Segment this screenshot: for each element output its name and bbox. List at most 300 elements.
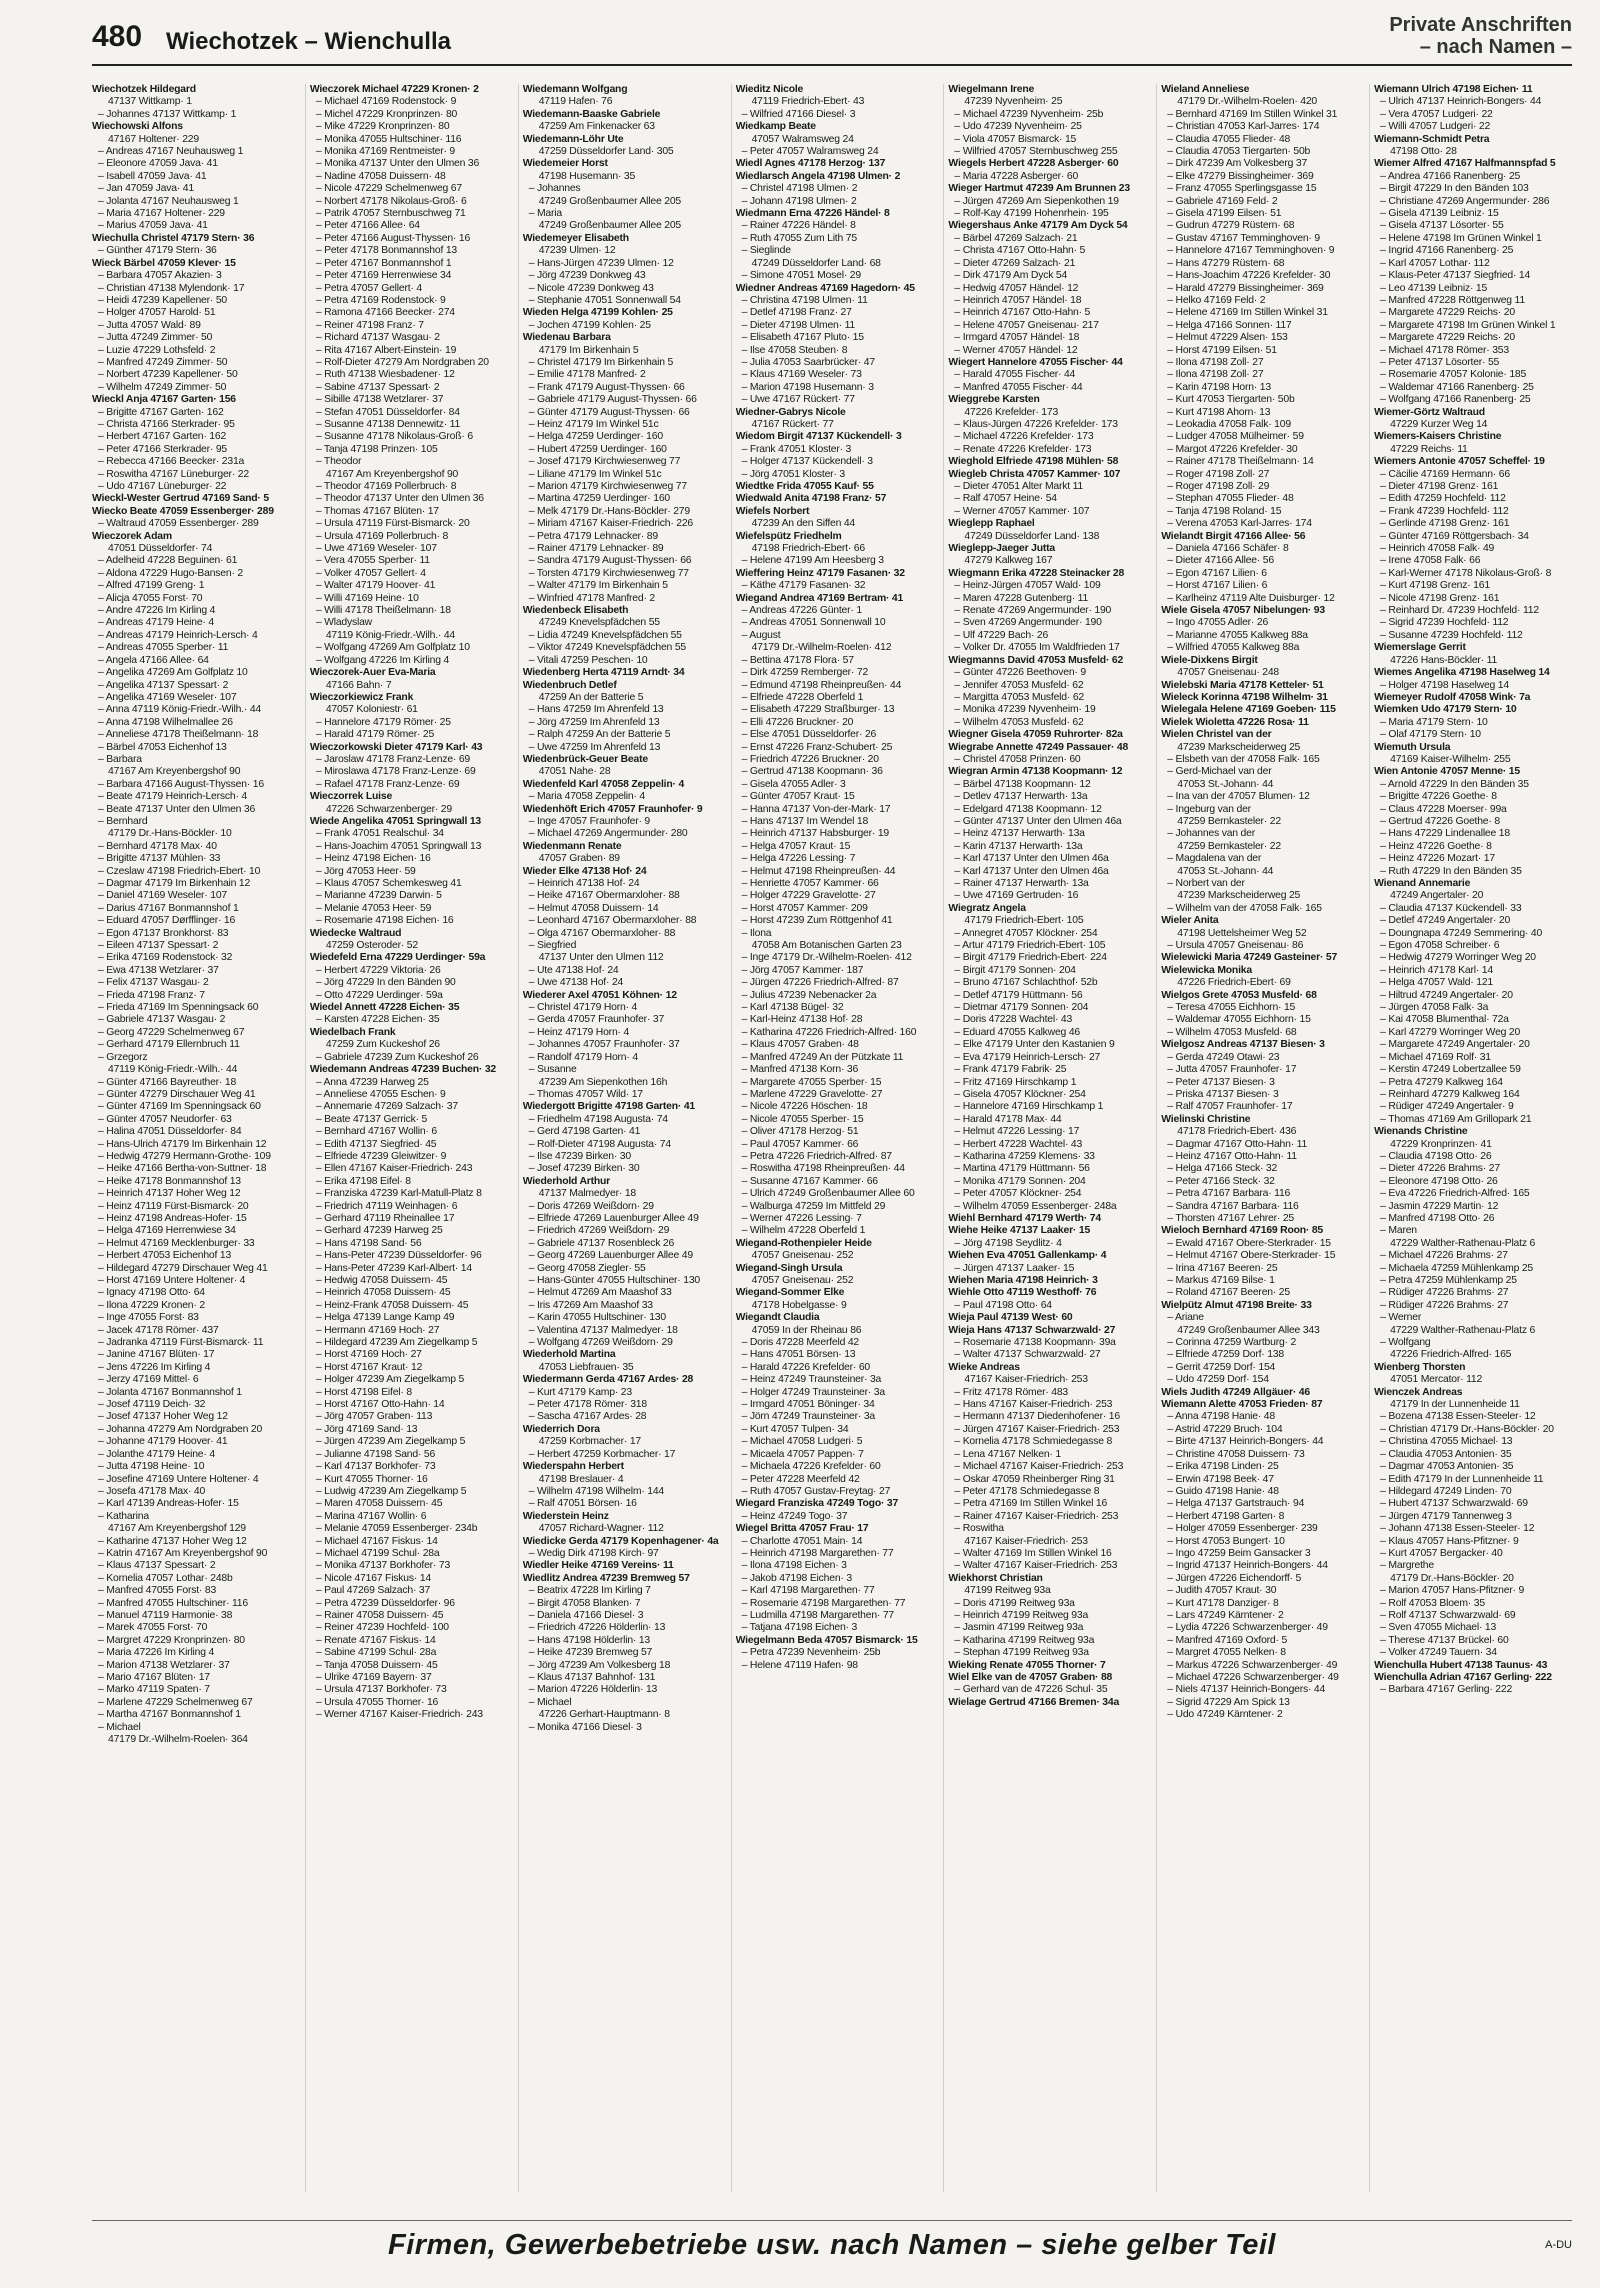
directory-entry: – Charlotte 47051 Main· 14 <box>741 1535 863 1547</box>
directory-entry: – Christa 47166 Sterkrader· 95 <box>98 418 235 430</box>
directory-entry: – Werner 47226 Lessing· 7 <box>741 1212 862 1224</box>
directory-entry: – Martina 47179 Hüttmann· 56 <box>954 1163 1090 1175</box>
directory-entry: 47226 Friedrich-Ebert· 69 <box>1177 977 1291 989</box>
directory-entry: 47178 Friedrich-Ebert· 436 <box>1177 1126 1297 1138</box>
directory-entry: – Jutta 47057 Wald· 89 <box>98 319 201 331</box>
directory-entry: Wiedom Birgit 47137 Kückendell· 3 <box>735 431 902 443</box>
directory-entry: – Elfriede 47259 Dorf· 138 <box>1167 1349 1284 1361</box>
directory-entry: – Ruth 47138 Wiesbadener· 12 <box>315 369 455 381</box>
directory-entry: – Rainer 47137 Herwarth· 13a <box>954 878 1089 889</box>
directory-entry: – Reiner 47239 Hochfeld· 100 <box>315 1622 449 1634</box>
directory-entry: – Jörg 47239 Donkweg 43 <box>528 270 646 282</box>
directory-entry: – Elke 47279 Bissingheimer· 369 <box>1167 170 1314 182</box>
directory-entry: 47166 Bahn· 7 <box>325 679 392 691</box>
directory-entry: – Hans-Günter 47055 Hultschiner· 130 <box>528 1275 700 1286</box>
directory-entry: – Georg 47229 Schelmenweg 67 <box>98 1026 245 1038</box>
directory-entry: – Horst 47167 Otto-Hahn· 14 <box>315 1399 445 1411</box>
directory-entry: – Ingrid 47166 Ranenberg· 25 <box>1380 245 1514 257</box>
directory-entry: – Josefine 47169 Untere Holtener· 4 <box>98 1473 259 1485</box>
directory-entry: – Elli 47226 Bruckner· 20 <box>741 716 854 728</box>
directory-entry: – Bernhard 47169 Im Stillen Winkel 31 <box>1167 108 1338 120</box>
directory-entry: – Simone 47051 Mosel· 29 <box>741 270 861 282</box>
directory-entry: Wiederrich Dora <box>522 1423 600 1435</box>
directory-entry: – Christina 47198 Ulmen· 11 <box>741 294 868 306</box>
directory-entry: – Randolf 47179 Horn· 4 <box>528 1051 638 1063</box>
directory-entry: – Reinhard Dr. 47239 Hochfeld· 112 <box>1380 605 1539 617</box>
directory-entry: – Kurt 47053 Tiergarten· 50b <box>1167 394 1295 406</box>
directory-entry: – Ludger 47058 Mülheimer· 59 <box>1167 431 1304 443</box>
directory-entry: – Heinz 47179 Im Winkel 51c <box>528 418 659 430</box>
directory-entry: – Katrin 47167 Am Kreyenbergshof 90 <box>98 1547 268 1559</box>
directory-entry: – Manfred 47198 Otto· 26 <box>1380 1212 1495 1224</box>
directory-entry: – Peter 47057 Walramsweg 24 <box>741 146 879 158</box>
directory-entry: – Heinrich 47137 Habsburger· 19 <box>741 828 890 840</box>
directory-entry: – Werner 47057 Händel· 12 <box>954 344 1078 356</box>
page-header <box>92 14 1572 66</box>
directory-entry: – Marianne 47055 Kalkweg 88a <box>1167 629 1308 641</box>
directory-entry: – Helmut 47167 Obere-Sterkrader· 15 <box>1167 1250 1336 1262</box>
directory-entry: – Inge 47057 Fraunhofer· 9 <box>528 815 651 827</box>
directory-entry: – Kurt 47057 Bergacker· 40 <box>1380 1547 1503 1559</box>
directory-entry: – Rebecca 47166 Beecker· 231a <box>98 456 245 468</box>
directory-entry: – Detlev 47137 Herwarth· 13a <box>954 791 1088 803</box>
directory-entry: – Helga 47226 Lessing· 7 <box>741 853 856 865</box>
name-range: Wiechotzek – Wienchulla <box>166 28 451 55</box>
directory-entry: – Ulrich 47249 Großenbaumer Allee 60 <box>741 1188 915 1200</box>
directory-entry: – Susanne 47239 Hochfeld· 112 <box>1380 629 1523 641</box>
directory-entry: – Ernst 47226 Franz-Schubert· 25 <box>741 741 893 753</box>
directory-entry: – Sascha 47167 Ardes· 28 <box>528 1411 647 1423</box>
directory-entry: Wieffering Heinz 47179 Fasanen· 32 <box>735 567 905 579</box>
directory-entry: – Horst 47199 Eilsen· 51 <box>1167 344 1277 356</box>
directory-entry: – Andreas 47051 Sonnenwall 10 <box>741 617 886 629</box>
directory-entry: – Marion 47226 Hölderlin· 13 <box>528 1684 658 1696</box>
directory-entry: – Ludwig 47239 Am Ziegelkamp 5 <box>315 1485 467 1497</box>
directory-entry: – Gerhard 47119 Rheinallee 17 <box>315 1212 455 1224</box>
directory-entry: – Heinz 47249 Togo· 37 <box>741 1510 848 1522</box>
directory-entry: – Jürgen 47239 Am Ziegelkamp 5 <box>315 1436 466 1448</box>
directory-entry: Wiegleb Christa 47057 Kammer· 107 <box>948 468 1121 480</box>
directory-entry: – Nicole 47198 Grenz· 161 <box>1380 592 1500 604</box>
directory-entry: – Katharina <box>98 1510 149 1522</box>
directory-entry: Wiegelmann Beda 47057 Bismarck· 15 <box>735 1634 918 1646</box>
directory-entry: Wieczorrek Luise <box>309 791 393 803</box>
directory-entry: – Gabriele 47137 Rosenbleck 26 <box>528 1237 675 1249</box>
directory-entry: – Heike 47166 Bertha-von-Suttner· 18 <box>98 1163 267 1175</box>
directory-entry: – Wladyslaw <box>315 617 372 629</box>
directory-entry: – Michel 47229 Kronprinzen· 80 <box>315 108 458 120</box>
directory-entry: – Herbert 47198 Garten· 8 <box>1167 1510 1285 1522</box>
directory-entry: – Ruth 47057 Gustav-Freytag· 27 <box>741 1485 891 1497</box>
directory-entry: – Ruth 47055 Zum Lith 75 <box>741 232 857 244</box>
directory-entry: – Tanja 47058 Duissern· 45 <box>315 1659 438 1671</box>
directory-entry: – Edmund 47198 Rheinpreußen· 44 <box>741 679 902 691</box>
directory-entry: – Lars 47249 Kärntener· 2 <box>1167 1609 1284 1621</box>
directory-entry: – Claudia 47137 Kückendell· 33 <box>1380 902 1522 914</box>
directory-entry: – Heike 47167 Obermarxloher· 88 <box>528 890 680 902</box>
directory-entry: – Petra 47259 Mühlenkamp 25 <box>1380 1275 1517 1286</box>
directory-entry: – Ulrich 47137 Heinrich-Bongers· 44 <box>1380 96 1542 108</box>
directory-entry: Wiederhold Arthur <box>522 1175 611 1187</box>
directory-entry: – Jürgen 47179 Tannenweg 3 <box>1380 1510 1512 1522</box>
directory-entry: – Ralf 47057 Heine· 54 <box>954 493 1057 505</box>
directory-entry: – Gabriele 47239 Zum Kuckeshof 26 <box>315 1051 479 1063</box>
directory-entry: – Marion 47057 Hans-Pfitzner· 9 <box>1380 1585 1525 1597</box>
directory-entry: – Hubert 47259 Uerdinger· 160 <box>528 443 667 455</box>
directory-entry: – Wilhelm 47053 Musfeld· 68 <box>1167 1026 1297 1038</box>
directory-entry: – Bernhard 47178 Max· 40 <box>98 840 217 852</box>
directory-entry: Wiegand-Rothenpieler Heide <box>735 1237 872 1249</box>
directory-entry: – Peter 47137 Lösorter· 55 <box>1380 356 1500 368</box>
directory-entry: – Frieda 47198 Franz· 7 <box>98 989 205 1001</box>
directory-entry: – Doris 47228 Wachtel· 43 <box>954 1014 1073 1026</box>
directory-entry: 47239 Markscheiderweg 25 <box>1177 890 1301 902</box>
directory-entry: – Gudrun 47279 Rüstern· 68 <box>1167 220 1295 232</box>
directory-entry: – Jasmin 47199 Reitweg 93a <box>954 1622 1084 1634</box>
directory-entry: – Fritz 47178 Römer· 483 <box>954 1386 1069 1398</box>
directory-entry: – Heinz 47198 Andreas-Hofer· 15 <box>98 1212 247 1224</box>
directory-entry: – Roswitha <box>954 1523 1004 1535</box>
directory-entry: – Jan 47059 Java· 41 <box>98 183 194 195</box>
directory-entry: – Roland 47167 Beeren· 25 <box>1167 1287 1290 1299</box>
directory-entry: – Barbara 47057 Akazien· 3 <box>98 270 222 282</box>
directory-entry: – Ursula 47119 Fürst-Bismarck· 20 <box>315 518 470 530</box>
directory-entry: – Eleonore 47198 Otto· 26 <box>1380 1175 1498 1187</box>
directory-entry: Wiedemann-Löhr Ute <box>522 133 624 145</box>
directory-entry: – Alfred 47199 Greng· 1 <box>98 580 205 592</box>
directory-entry: – Manfred 47055 Fischer· 44 <box>954 381 1083 393</box>
directory-entry: – Ralf 47051 Börsen· 16 <box>528 1498 637 1510</box>
directory-entry: 47179 In der Lunnenheide 11 <box>1390 1399 1520 1411</box>
directory-entry: – Heinrich 47058 Duissern· 45 <box>315 1287 451 1299</box>
directory-entry: – Gabriele 47169 Feld· 2 <box>1167 195 1278 207</box>
directory-entry: – Andreas 47167 Neuhausweg 1 <box>98 146 244 158</box>
directory-entry: – Rüdiger 47226 Brahms· 27 <box>1380 1299 1509 1311</box>
directory-entry: Wieden Helga 47199 Kohlen· 25 <box>522 307 673 319</box>
directory-entry: – Nicole 47229 Schelmenweg 67 <box>315 183 462 195</box>
directory-entry: – Hans-Joachim 47051 Springwall 13 <box>315 840 482 852</box>
directory-entry: – Bozena 47138 Essen-Steeler· 12 <box>1380 1411 1536 1423</box>
directory-entry: – Sandra 47179 August-Thyssen· 66 <box>528 555 692 567</box>
directory-entry: – Helko 47169 Feld· 2 <box>1167 294 1266 306</box>
directory-entry: – Julianne 47198 Sand· 56 <box>315 1448 436 1460</box>
directory-entry: – Rainer 47167 Kaiser-Friedrich· 253 <box>954 1510 1119 1522</box>
directory-entry: – Heinrich 47137 Hoher Weg 12 <box>98 1188 241 1200</box>
directory-entry: – Angela 47166 Allee· 64 <box>98 654 209 666</box>
directory-entry: – Ludmilla 47198 Margarethen· 77 <box>741 1609 895 1621</box>
directory-entry: – Margarete 47229 Reichs· 20 <box>1380 332 1515 344</box>
directory-entry: Wiedenbeck Elisabeth <box>522 605 629 617</box>
directory-entry: – Heike 47178 Bonmannshof 13 <box>98 1175 241 1187</box>
directory-entry: – Günter 47137 Unter den Ulmen 46a <box>954 815 1122 827</box>
directory-entry: 47167 Am Kreyenbergshof 129 <box>108 1523 246 1535</box>
directory-entry: – Torsten 47179 Kirchwiesenweg 77 <box>528 567 689 579</box>
directory-entry: – Sabine 47199 Schul· 28a <box>315 1647 437 1659</box>
directory-entry: – Heinz 47226 Goethe· 8 <box>1380 840 1492 852</box>
directory-entry: – Eva 47179 Heinrich-Lersch· 27 <box>954 1051 1101 1063</box>
directory-entry: – Gerhard 47239 Harweg 25 <box>315 1225 443 1237</box>
directory-entry: – Karsten 47228 Eichen· 35 <box>315 1014 440 1026</box>
directory-entry: – Werner 47167 Kaiser-Friedrich· 243 <box>315 1709 483 1721</box>
directory-entry: – Otto 47229 Uerdinger· 59a <box>315 989 443 1001</box>
directory-entry: – Klaus 47057 Graben· 48 <box>741 1039 859 1051</box>
directory-entry: Wieczorkowski Dieter 47179 Karl· 43 <box>309 741 483 753</box>
directory-entry: – Marko 47119 Spaten· 7 <box>98 1684 210 1696</box>
directory-entry: – Michael 47178 Römer· 353 <box>1380 344 1509 356</box>
directory-entry: Wiemann Ulrich 47198 Eichen· 11 <box>1374 84 1533 95</box>
directory-entry: – Kurt 47179 Kamp· 23 <box>528 1386 632 1398</box>
directory-entry: – Peter 47166 August-Thyssen· 16 <box>315 232 471 244</box>
directory-entry: – Ariane <box>1167 1312 1204 1324</box>
directory-entry: – Sven 47055 Michael· 13 <box>1380 1622 1497 1634</box>
directory-entry: – Ruth 47229 In den Bänden 35 <box>1380 865 1522 877</box>
directory-entry: – Hubert 47137 Schwarzwald· 69 <box>1380 1498 1528 1510</box>
directory-entry: – Maria 47179 Stern· 10 <box>1380 716 1488 728</box>
directory-entry: – Renate 47226 Krefelder· 173 <box>954 443 1092 455</box>
directory-entry: – Rosemarie 47198 Margarethen· 77 <box>741 1597 906 1609</box>
directory-entry: – Doris 47269 Weißdorn· 29 <box>528 1200 654 1212</box>
directory-entry: – Marion 47179 Kirchwiesenweg 77 <box>528 481 687 492</box>
directory-entry: – Stephan 47055 Flieder· 48 <box>1167 493 1294 505</box>
directory-entry: – Ute 47138 Hof· 24 <box>528 964 619 976</box>
directory-entry: – Ramona 47166 Beecker· 274 <box>315 307 455 319</box>
directory-entry: – Wilhelm 47228 Oberfeld 1 <box>741 1225 866 1237</box>
directory-entry: – Reiner 47198 Franz· 7 <box>315 319 424 331</box>
directory-entry: Wielewicka Monika <box>1161 964 1252 976</box>
directory-entry: – Christel 47179 Im Birkenhain 5 <box>528 356 674 368</box>
directory-entry: Wiemuth Ursula <box>1374 741 1451 753</box>
directory-entry: – Horst 47198 Eifel· 8 <box>315 1386 412 1398</box>
directory-entry: – Rainer 47179 Lehnacker· 89 <box>528 543 664 555</box>
directory-entry: – Kurt 47198 Grenz· 161 <box>1380 580 1490 592</box>
directory-entry: – Grzegorz <box>98 1051 148 1063</box>
directory-entry: – Christine 47058 Duissern· 73 <box>1167 1448 1305 1460</box>
directory-entry: – Janine 47167 Blüten· 17 <box>98 1349 215 1361</box>
directory-entry: – Bärbel 47053 Eichenhof 13 <box>98 741 227 753</box>
directory-entry: – Friedhelm 47198 Augusta· 74 <box>528 1113 668 1125</box>
directory-entry: 47051 Düsseldorfer· 74 <box>108 543 213 555</box>
directory-entry: – Monika 47137 Unter den Ulmen 36 <box>315 158 480 170</box>
directory-entry: – Margitta 47053 Musfeld· 62 <box>954 691 1084 703</box>
directory-entry: – Petra 47169 Rodenstock· 9 <box>315 294 446 306</box>
directory-entry: 47167 Holtener· 229 <box>108 133 199 145</box>
directory-entry: 47226 Schwarzenberger· 29 <box>325 803 452 815</box>
directory-entry: – Helmut 47229 Alsen· 153 <box>1167 332 1288 344</box>
directory-entry: – Vera 47057 Ludgeri· 22 <box>1380 108 1493 120</box>
directory-entry: – Georg 47058 Ziegler· 55 <box>528 1262 646 1274</box>
directory-entry: – Thomas 47169 Am Grillopark 21 <box>1380 1113 1532 1125</box>
directory-entry: – Jolanthe 47179 Heine· 4 <box>98 1448 215 1460</box>
directory-entry: Wieckl Anja 47167 Garten· 156 <box>92 394 236 406</box>
directory-entry: – Emilie 47178 Manfred· 2 <box>528 369 646 381</box>
directory-entry: – Beate 47179 Heinrich-Lersch· 4 <box>98 791 247 803</box>
directory-entry: – Karl 47198 Margarethen· 77 <box>741 1585 875 1597</box>
directory-entry: – Tatjana 47198 Eichen· 3 <box>741 1622 858 1634</box>
directory-entry: – Heinz 47226 Mozart· 17 <box>1380 853 1495 865</box>
directory-entry: – Maren 47058 Duissern· 45 <box>315 1498 443 1510</box>
directory-entry: – Holger 47249 Traunsteiner· 3a <box>741 1386 885 1398</box>
directory-entry: – Angelika 47269 Am Golfplatz 10 <box>98 667 248 679</box>
directory-entry: – Sigrid 47229 Am Spick 13 <box>1167 1696 1290 1708</box>
directory-entry: – Marion 47198 Husemann· 3 <box>741 381 874 393</box>
section-title <box>1389 14 1572 58</box>
directory-entry: 47053 St.-Johann· 44 <box>1177 865 1274 877</box>
directory-entry: – Lena 47167 Nelken· 1 <box>954 1448 1061 1460</box>
directory-entry: – Hans 47198 Sand· 56 <box>315 1237 422 1249</box>
directory-entry: – Horst 47169 Untere Holtener· 4 <box>98 1275 246 1286</box>
directory-entry: – Dieter 47198 Ulmen· 11 <box>741 319 855 331</box>
directory-entry: – Michael 47169 Rolf· 31 <box>1380 1051 1491 1063</box>
directory-entry: – Elsbeth van der 47058 Falk· 165 <box>1167 753 1320 765</box>
directory-entry: – Horst 47167 Kraut· 12 <box>315 1361 423 1373</box>
directory-entry: – Oliver 47178 Herzog· 51 <box>741 1126 859 1138</box>
directory-entry: – Heinrich 47198 Margarethen· 77 <box>741 1547 894 1559</box>
directory-entry: – Michael 47169 Rodenstock· 9 <box>315 96 457 108</box>
directory-entry: – Josef 47179 Kirchwiesenweg 77 <box>528 456 681 468</box>
directory-entry: – Rüdiger 47226 Brahms· 27 <box>1380 1287 1509 1299</box>
directory-entry: 47057 Walramsweg 24 <box>751 133 854 145</box>
directory-entry: 47179 Dr.-Wilhelm-Roelen· 364 <box>108 1734 248 1746</box>
directory-entry: – Birgit 47058 Blanken· 7 <box>528 1597 641 1609</box>
directory-entry: Wiemann-Schmidt Petra <box>1374 133 1490 145</box>
directory-entry: – Thomas 47167 Blüten· 17 <box>315 505 439 517</box>
directory-entry: – Roger 47198 Zoll· 27 <box>1167 468 1270 480</box>
directory-entry: – Claudia 47055 Flieder· 48 <box>1167 133 1291 145</box>
directory-entry: – Ingeburg van der <box>1167 803 1251 815</box>
directory-entry: Wielewicki Maria 47249 Gasteiner· 57 <box>1161 952 1338 964</box>
directory-entry: – Irene 47058 Falk· 66 <box>1380 555 1481 567</box>
directory-entry: Wiedergott Brigitte 47198 Garten· 41 <box>522 1101 695 1113</box>
directory-entry: – Volker 47057 Gellert· 4 <box>315 567 426 579</box>
directory-entry: – Thomas 47057 Wild· 17 <box>528 1088 643 1100</box>
directory-entry: – Anna 47119 König-Friedr.-Wilh.· 44 <box>98 704 261 716</box>
directory-entry: – Claudia 47053 Antonien· 35 <box>1380 1448 1512 1460</box>
directory-entry: – Horst 47053 Bungert· 10 <box>1167 1535 1285 1547</box>
directory-entry: 47051 Nahe· 28 <box>538 766 611 778</box>
directory-entry: – Bärbel 47138 Koopmann· 12 <box>954 778 1091 790</box>
directory-entry: – Ingo 47055 Adler· 26 <box>1167 617 1269 629</box>
directory-entry: – Herbert 47228 Wachtel· 43 <box>954 1138 1083 1150</box>
directory-entry: – Günter 47166 Bayreuther· 18 <box>98 1076 237 1088</box>
directory-entry: – Ilse 47058 Steuben· 8 <box>741 344 848 356</box>
directory-entry: – Edith 47137 Siegfried· 45 <box>315 1138 437 1150</box>
directory-entry: Wiechotzek Hildegard <box>92 84 196 95</box>
directory-entry: – Kornelia 47057 Lothar· 248b <box>98 1572 233 1584</box>
directory-entry: Wiekhorst Christian <box>948 1572 1043 1584</box>
directory-entry: – Luzie 47229 Lothsfeld· 2 <box>98 344 216 356</box>
directory-entry: – Brigitte 47226 Goethe· 8 <box>1380 791 1497 803</box>
directory-entry: – Ingo 47259 Beim Gansacker 3 <box>1167 1547 1311 1559</box>
directory-entry: – Nadine 47058 Duissern· 48 <box>315 170 446 182</box>
directory-entry: – Herbert 47229 Viktoria· 26 <box>315 964 441 976</box>
directory-entry: Wiemer-Görtz Waltraud <box>1374 406 1485 418</box>
directory-entry: – Eduard 47057 Dørfflinger· 16 <box>98 915 236 927</box>
directory-entry: – Udo 47239 Nyvenheim· 25 <box>954 121 1082 133</box>
directory-entry: – Eileen 47137 Spessart· 2 <box>98 940 219 952</box>
directory-entry: – Rosemarie 47057 Kolonie· 185 <box>1380 369 1527 381</box>
directory-entry: – Birgit 47179 Friedrich-Ebert· 224 <box>954 952 1107 964</box>
directory-entry: – Beate 47137 Gerrick· 5 <box>315 1113 428 1125</box>
directory-entry: – Uwe 47169 Gertruden· 16 <box>954 890 1079 902</box>
directory-entry: Wielinski Christine <box>1161 1113 1251 1125</box>
directory-entry: – Walter 47179 Im Birkenhain 5 <box>528 580 668 592</box>
directory-entry: – Frieda 47169 Im Spenningsack 60 <box>98 1002 259 1014</box>
directory-entry: – Hans-Peter 47239 Karl-Albert· 14 <box>315 1262 472 1274</box>
directory-entry: 47119 König-Friedr.-Wilh.· 44 <box>325 629 455 641</box>
directory-entry: – Roswitha 47167 Lüneburger· 22 <box>98 468 249 480</box>
directory-entry: 47119 Hafen· 76 <box>538 96 613 108</box>
directory-entry: – Wedig Dirk 47198 Kirch· 97 <box>528 1547 659 1559</box>
directory-entry: – Klaus 47057 Hans-Pfitzner· 9 <box>1380 1535 1519 1547</box>
directory-entry: – Annemarie 47269 Salzach· 37 <box>315 1101 458 1113</box>
directory-entry: – Hannelore 47167 Temminghoven· 9 <box>1167 245 1335 257</box>
directory-entry: – Rainer 47178 Theißelmann· 14 <box>1167 456 1314 468</box>
directory-entry: – Petra 47239 Düsseldorfer· 96 <box>315 1597 455 1609</box>
directory-entry: Wieler Anita <box>1161 915 1219 927</box>
directory-entry: Wiegrabe Annette 47249 Passauer· 48 <box>948 741 1129 753</box>
directory-entry: Wien Antonie 47057 Menne· 15 <box>1374 766 1520 778</box>
directory-entry: – Peter 47057 Klöckner· 254 <box>954 1188 1082 1200</box>
directory-entry: – Klaus 47169 Weseler· 73 <box>741 369 862 381</box>
directory-entry: Wiedenau Barbara <box>522 332 611 344</box>
directory-entry: – Henriette 47057 Kammer· 66 <box>741 878 879 889</box>
directory-entry: – Heidi 47239 Kapellener· 50 <box>98 294 227 306</box>
directory-entry: Wiel Elke van de 47057 Graben· 88 <box>948 1672 1113 1683</box>
directory-entry: – Margarete 47229 Reichs· 20 <box>1380 307 1515 319</box>
directory-entry: – Dagmar 47167 Otto-Hahn· 11 <box>1167 1138 1308 1150</box>
directory-entry: – Julius 47239 Nebenacker 2a <box>741 989 877 1001</box>
directory-entry: – Rolf 47137 Schwarzwald· 69 <box>1380 1609 1516 1621</box>
directory-entry: Wieck Bärbel 47059 Klever· 15 <box>92 257 236 269</box>
directory-entry: Wiedl Agnes 47178 Herzog· 137 <box>735 158 886 170</box>
directory-entry: – Jürgen 47226 Friedrich-Alfred· 87 <box>741 977 899 989</box>
directory-entry: – Günter 47057 Kraut· 15 <box>741 791 855 803</box>
directory-entry: 47179 Friedrich-Ebert· 105 <box>964 915 1084 927</box>
directory-entry: – Halina 47051 Düsseldorfer· 84 <box>98 1126 242 1138</box>
directory-entry: – Petra 47057 Gellert· 4 <box>315 282 422 294</box>
directory-entry: – Gabriele 47179 August-Thyssen· 66 <box>528 394 697 406</box>
directory-entry: – Michael 47226 Brahms· 27 <box>1380 1250 1508 1262</box>
directory-entry: – Uwe 47259 Im Ahrenfeld 13 <box>528 741 661 753</box>
directory-entry: Wiedenfeld Karl 47058 Zeppelin· 4 <box>522 778 685 790</box>
directory-entry: – Helene 47057 Gneisenau· 217 <box>954 319 1099 331</box>
directory-entry: – Kerstin 47249 Lobertzallee 59 <box>1380 1064 1521 1076</box>
directory-entry: – Helene 47169 Im Stillen Winkel 31 <box>1167 307 1328 319</box>
directory-entry: – Corinna 47259 Wartburg· 2 <box>1167 1337 1297 1349</box>
directory-entry: – Irina 47167 Beeren· 25 <box>1167 1262 1278 1274</box>
directory-entry: – Ursula 47057 Gneisenau· 86 <box>1167 940 1304 952</box>
directory-entry: Wiemken Udo 47179 Stern· 10 <box>1374 704 1517 716</box>
directory-entry: – Rolf-Kay 47199 Hohenrhein· 195 <box>954 208 1109 220</box>
directory-entry: – Hedwig 47057 Händel· 12 <box>954 282 1079 294</box>
directory-entry: – Heinz-Jürgen 47057 Wald· 109 <box>954 580 1101 592</box>
directory-entry: – Claus 47228 Moerser· 99a <box>1380 803 1507 815</box>
directory-column <box>305 84 508 2192</box>
directory-entry: – Irmgard 47051 Böninger· 34 <box>741 1399 875 1411</box>
directory-entry: Wiele Gisela 47057 Nibelungen· 93 <box>1161 605 1325 617</box>
directory-entry: – Gisela 47199 Eilsen· 51 <box>1167 208 1282 220</box>
directory-entry: Wielgos Grete 47053 Musfeld· 68 <box>1161 989 1317 1001</box>
directory-entry: Wiedelbach Frank <box>309 1026 396 1038</box>
directory-entry: – Tanja 47198 Prinzen· 105 <box>315 443 438 455</box>
directory-entry: Wiegratz Angela <box>948 902 1026 914</box>
directory-entry: – Waldemar 47166 Ranenberg· 25 <box>1380 381 1534 393</box>
directory-entry: – Heinz 47137 Herwarth· 13a <box>954 828 1085 840</box>
directory-entry: – Astrid 47229 Bruch· 104 <box>1167 1423 1283 1435</box>
directory-entry: – Harald 47178 Max· 44 <box>954 1113 1062 1125</box>
directory-entry: – Johann 47138 Essen-Steeler· 12 <box>1380 1523 1535 1535</box>
directory-entry: Wiedemeier Horst <box>522 158 608 170</box>
